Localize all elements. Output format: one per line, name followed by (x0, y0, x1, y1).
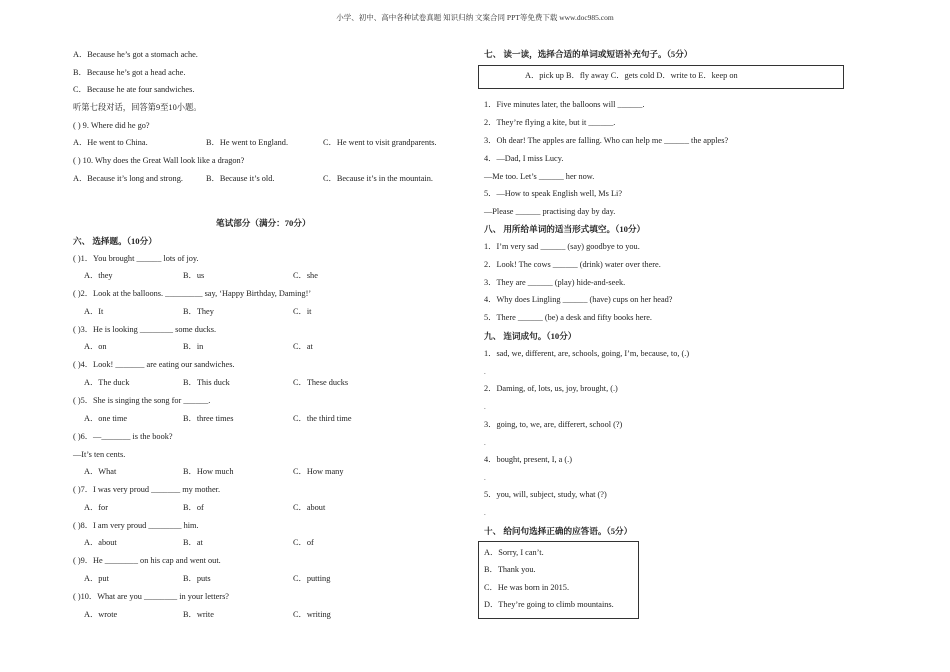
s6-q1-a: A．they (84, 271, 113, 280)
s6-q5-b: B．three times (183, 414, 234, 423)
option-line: C．Because he ate four sandwiches. (73, 85, 195, 94)
s6-q5-stem: ( )5．She is singing the song for ______. (73, 396, 211, 405)
s9-line-1: 1．sad, we, different, are, schools, going, I’m, because, to, (.) (484, 349, 690, 358)
s7-line-3: 3．Oh dear! The apples are falling. Who can help me ______ the apples? (484, 136, 729, 145)
s6-q9-stem: ( )9．He ________ on his cap and went out. (73, 556, 221, 565)
s6-q9-b: B．puts (183, 574, 211, 583)
s7-line-5: —Me too. Let’s ______ her now. (484, 172, 595, 181)
s6-q7-c: C．about (293, 503, 326, 512)
answer-mark: . (484, 403, 486, 411)
s6-q3-a: A．on (84, 342, 107, 351)
s6-q7-a: A．for (84, 503, 108, 512)
q10-option-b: B．Because it’s old. (206, 174, 275, 183)
s6-q1-c: C．she (293, 271, 318, 280)
section-10-title: 十、 给问句选择正确的应答语。（5分） (484, 526, 633, 536)
s9-line-3: 3．going, to, we, are, differert, school (?) (484, 420, 623, 429)
response-a: A．Sorry, I can’t. (484, 548, 544, 557)
s6-q8-stem: ( )8．I am very proud ________ him. (73, 521, 199, 530)
s8-line-3: 3．They are ______ (play) hide-and-seek. (484, 278, 626, 287)
s9-line-4: 4．bought, present, I, a (.) (484, 455, 573, 464)
s6-q8-b: B．at (183, 538, 203, 547)
response-c: C．He was born in 2015. (484, 583, 570, 592)
q9-option-a: A．He went to China. (73, 138, 148, 147)
s8-line-1: 1．I’m very sad ______ (say) goodbye to you. (484, 242, 640, 251)
section-7-title: 七、 读一读，选择合适的单词或短语补充句子。（5分） (484, 49, 693, 59)
s6-q4-c: C．These ducks (293, 378, 349, 387)
s6-q7-stem: ( )7．I was very proud _______ my mother. (73, 485, 221, 494)
answer-mark: . (484, 474, 486, 482)
s6-q2-c: C．it (293, 307, 312, 316)
s6-q6-stem: ( )6．—_______ is the book? (73, 432, 173, 441)
s7-line-6: 5．—How to speak English well, Ms Li? (484, 189, 623, 198)
response-d: D．They’re going to climb mountains. (484, 600, 614, 609)
section-8-title: 八、 用所给单词的适当形式填空。（10分） (484, 224, 646, 234)
option-line: A．Because he’s got a stomach ache. (73, 50, 198, 59)
s9-line-5: 5．you, will, subject, study, what (?) (484, 490, 607, 499)
s7-line-2: 2．They’re flying a kite, but it ______. (484, 118, 616, 127)
q10-option-a: A．Because it’s long and strong. (73, 174, 183, 183)
s6-q8-c: C．of (293, 538, 314, 547)
s6-q2-a: A．It (84, 307, 104, 316)
response-box (478, 541, 639, 619)
s6-q9-a: A．put (84, 574, 109, 583)
s6-q2-b: B．They (183, 307, 214, 316)
answer-mark: . (484, 368, 486, 376)
instruction-line: 听第七段对话，回答第9至10小题。 (73, 103, 202, 112)
s6-q6-reply: —It’s ten cents. (73, 450, 126, 459)
s6-q6-c: C．How many (293, 467, 344, 476)
q9-option-b: B．He went to England. (206, 138, 289, 147)
question-9: ( ) 9. Where did he go? (73, 121, 150, 130)
s6-q10-stem: ( )10．What are you ________ in your letters? (73, 592, 229, 601)
s6-q7-b: B．of (183, 503, 204, 512)
s6-q3-b: B．in (183, 342, 204, 351)
section-6-title: 六、 选择题。（10分） (73, 236, 157, 246)
s6-q1-stem: ( )1．You brought ______ lots of joy. (73, 254, 199, 263)
written-part-title: 笔试部分（满分：70分） (216, 218, 311, 228)
word-bank: A．pick up B．fly away C．gets cold D．write to E．keep on (525, 71, 738, 80)
s6-q6-a: A．What (84, 467, 117, 476)
s9-line-2: 2．Daming, of, lots, us, joy, brought, (.) (484, 384, 618, 393)
s8-line-4: 4．Why does Lingling ______ (have) cups on her head? (484, 295, 673, 304)
s6-q2-stem: ( )2．Look at the balloons. _________ say, ‘Happy Birthday, Daming!’ (73, 289, 312, 298)
s7-line-7: —Please ______ practising day by day. (484, 207, 616, 216)
s7-line-1: 1．Five minutes later, the balloons will ______. (484, 100, 645, 109)
q9-option-c: C．He went to visit grandparents. (323, 138, 437, 147)
response-b: B．Thank you. (484, 565, 536, 574)
answer-mark: . (484, 509, 486, 517)
word-bank-box (478, 65, 844, 89)
s6-q8-a: A．about (84, 538, 117, 547)
question-10: ( ) 10. Why does the Great Wall look like a dragon? (73, 156, 245, 165)
s6-q6-b: B．How much (183, 467, 234, 476)
s6-q4-a: A．The duck (84, 378, 130, 387)
s6-q1-b: B．us (183, 271, 205, 280)
section-9-title: 九、 连词成句。（10分） (484, 331, 577, 341)
s8-line-5: 5．There ______ (be) a desk and fifty books here. (484, 313, 652, 322)
s6-q5-a: A．one time (84, 414, 128, 423)
s6-q10-b: B．write (183, 610, 214, 619)
s6-q4-b: B．This duck (183, 378, 230, 387)
page-header: 小学、初中、高中各种试卷真题 知识归纳 文案合同 PPT等免费下载 www.doc985.com (336, 13, 614, 22)
s6-q10-a: A．wrote (84, 610, 118, 619)
s6-q3-c: C．at (293, 342, 313, 351)
s6-q3-stem: ( )3．He is looking ________ some ducks. (73, 325, 217, 334)
option-line: B．Because he’s got a head ache. (73, 68, 186, 77)
s7-line-4: 4．—Dad, I miss Lucy. (484, 154, 564, 163)
s6-q4-stem: ( )4．Look! _______ are eating our sandwiches. (73, 360, 235, 369)
q10-option-c: C．Because it’s in the mountain. (323, 174, 433, 183)
s8-line-2: 2．Look! The cows ______ (drink) water over there. (484, 260, 661, 269)
s6-q9-c: C．putting (293, 574, 331, 583)
s6-q5-c: C．the third time (293, 414, 352, 423)
s6-q10-c: C．writing (293, 610, 331, 619)
answer-mark: . (484, 439, 486, 447)
